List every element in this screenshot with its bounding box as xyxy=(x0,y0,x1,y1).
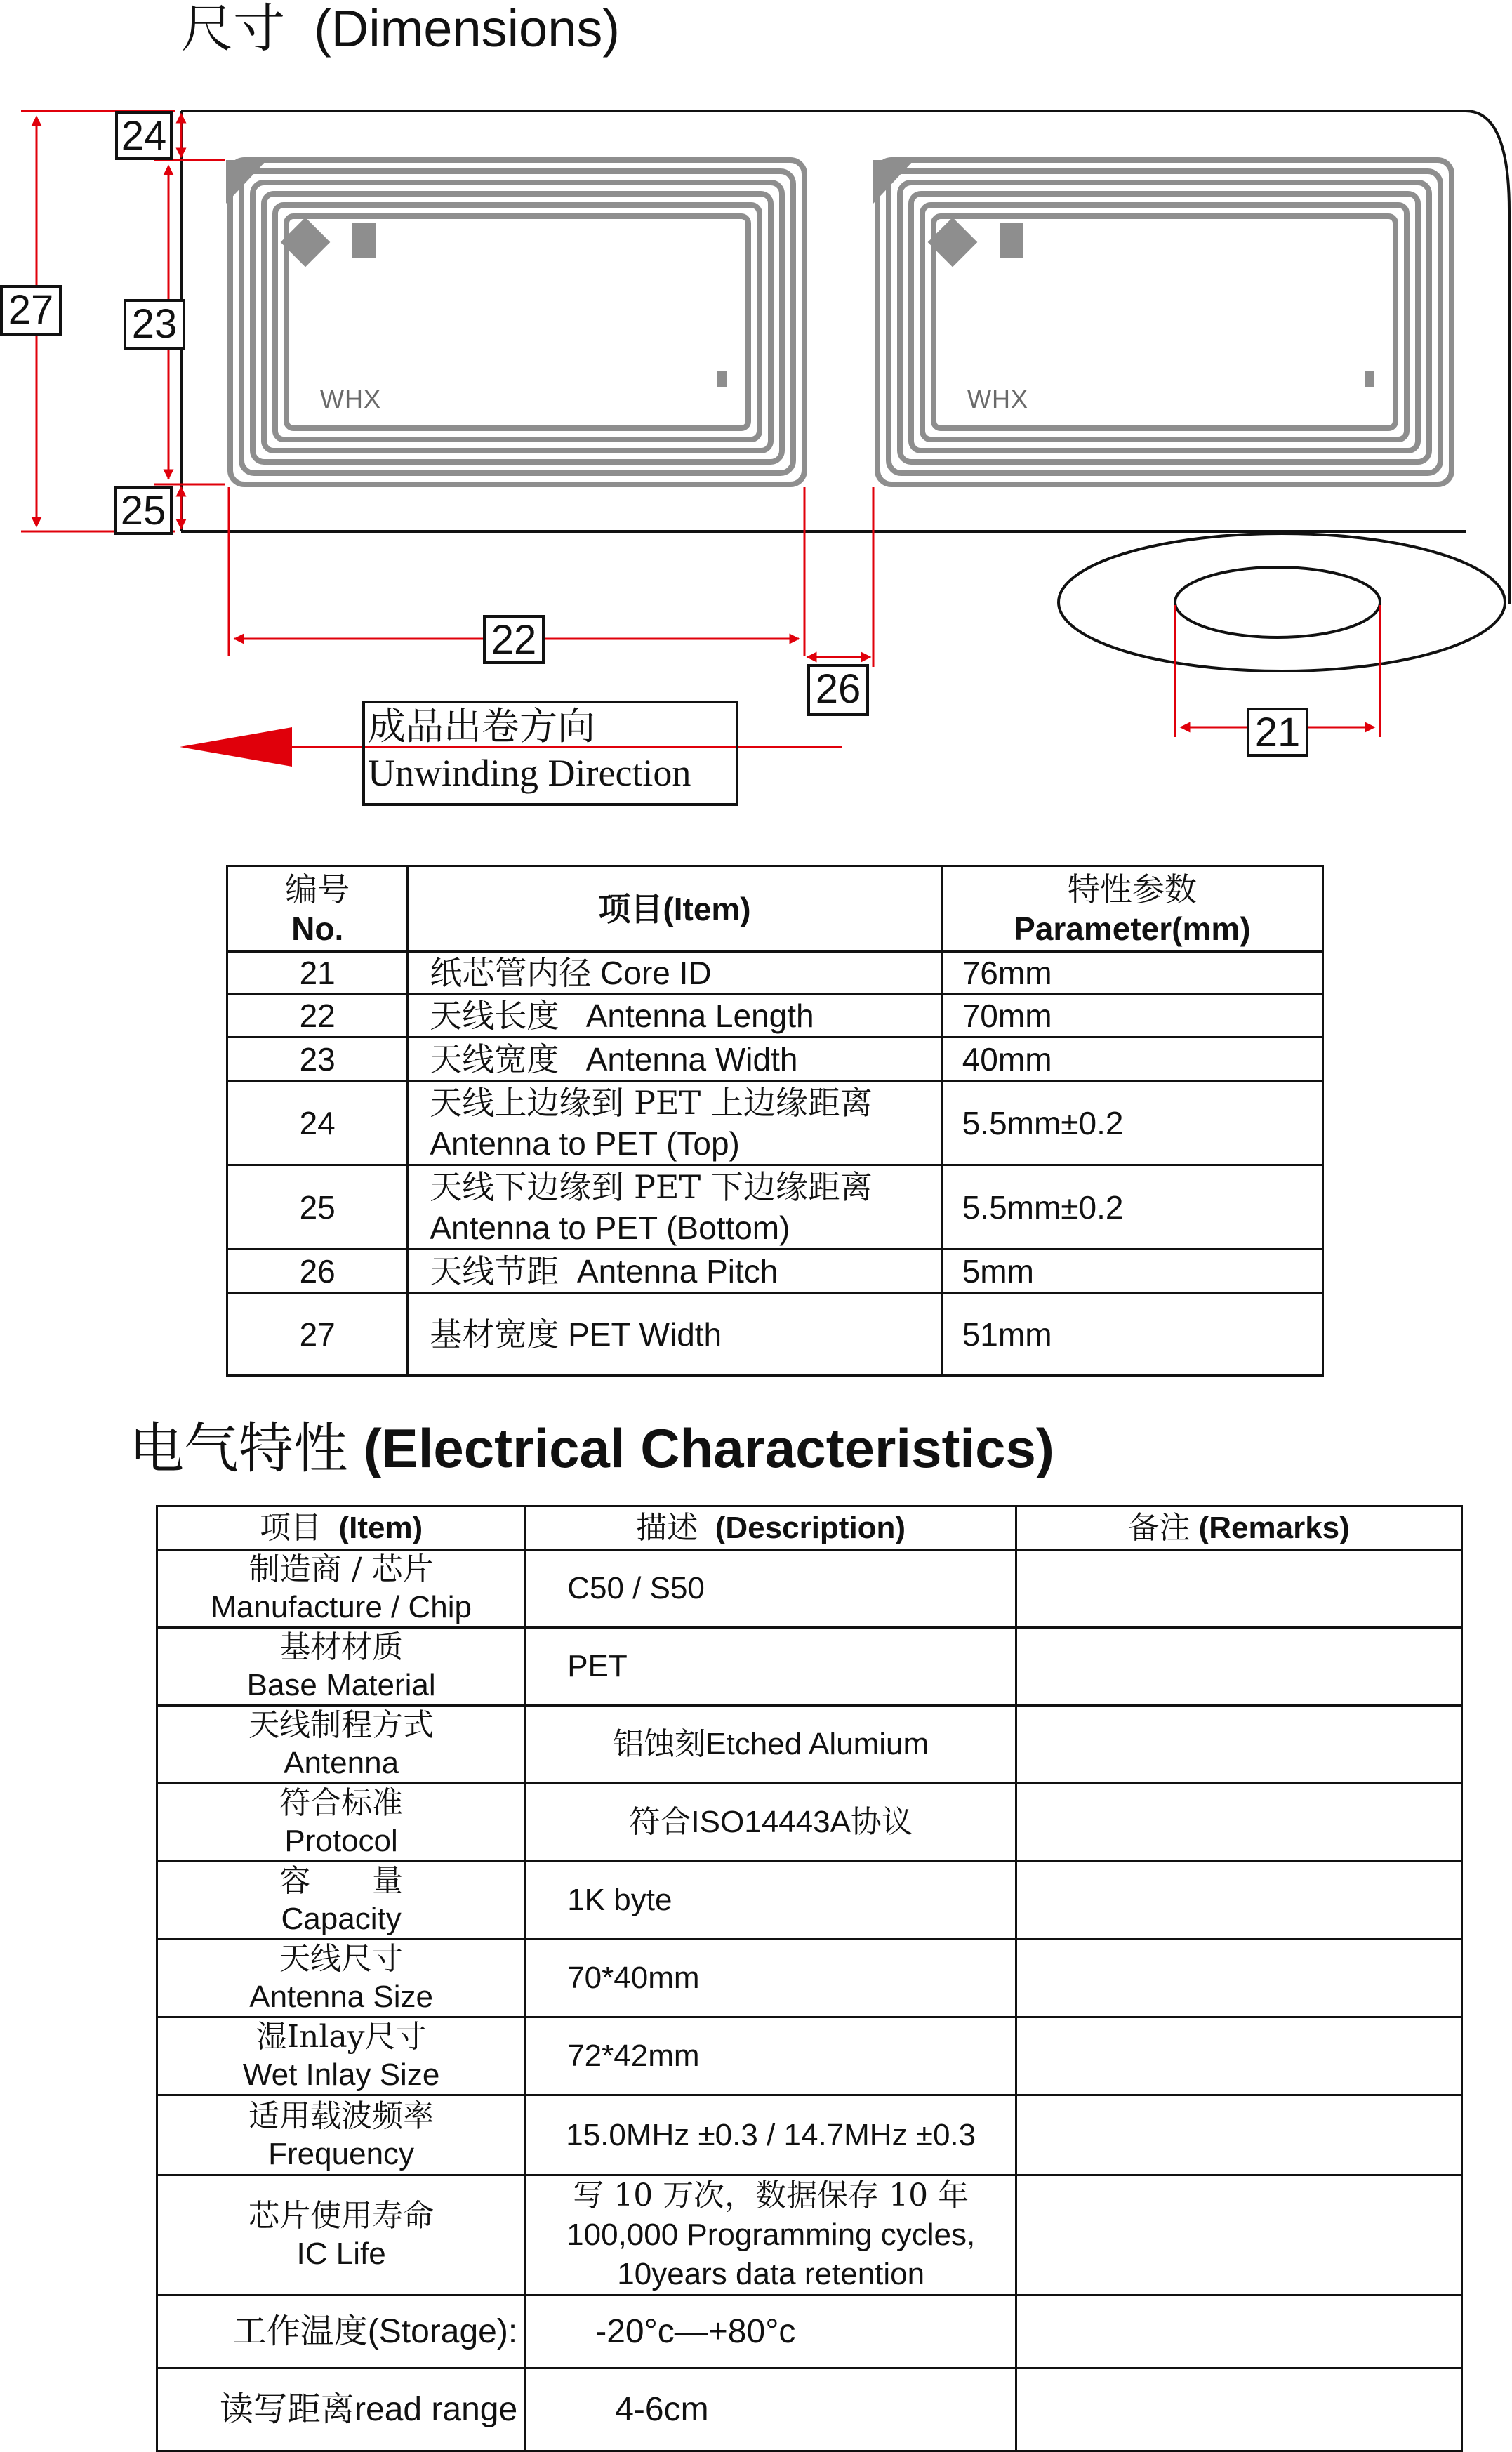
table-row xyxy=(157,1784,1462,1862)
row-no: 22 xyxy=(227,995,408,1038)
table-row xyxy=(157,1940,1462,2017)
col-item-cn: 项目 xyxy=(259,1509,321,1546)
row-remarks xyxy=(1016,1628,1462,1706)
item-cn: 天线长度 xyxy=(430,997,559,1035)
item-en: IC Life xyxy=(296,2236,386,2271)
row-no: 27 xyxy=(227,1293,408,1376)
antenna-inlay-2 xyxy=(877,160,1452,484)
item-en: Antenna Length xyxy=(585,998,814,1034)
item-cn: 天线尺寸 xyxy=(279,1941,404,1977)
row-remarks xyxy=(1016,2175,1462,2295)
item-en: Antenna xyxy=(284,1746,399,1780)
table-row xyxy=(227,1250,1323,1293)
item-en: Antenna to PET (Top) xyxy=(430,1125,740,1162)
item-cn: 天线上边缘到 PET 上边缘距离 xyxy=(430,1083,873,1122)
dim-label-27: 27 xyxy=(0,285,62,336)
col-desc-en: (Description) xyxy=(715,1510,906,1545)
row-item xyxy=(157,1550,526,1628)
row-no: 24 xyxy=(227,1081,408,1165)
row-item xyxy=(408,1293,941,1376)
row-item xyxy=(157,1628,526,1706)
row-item xyxy=(408,1165,941,1250)
item-cn: 容 量 xyxy=(279,1863,404,1899)
item-cn: 制造商 / 芯片 xyxy=(248,1551,434,1587)
table-row xyxy=(157,1550,1462,1628)
electrical-title-cn: 电气特性 xyxy=(129,1417,349,1480)
table-row xyxy=(227,1081,1323,1165)
table-row xyxy=(157,1862,1462,1940)
table-row xyxy=(227,1293,1323,1376)
item-en: Manufacture / Chip xyxy=(211,1590,472,1624)
item-cn: 天线制程方式 xyxy=(248,1707,435,1743)
col-item xyxy=(157,1506,526,1550)
row-item xyxy=(408,952,941,995)
col-desc xyxy=(526,1506,1016,1550)
dim-label-22: 22 xyxy=(483,615,545,664)
item-en: Frequency xyxy=(268,2136,415,2171)
row-remarks xyxy=(1016,1706,1462,1784)
row-item xyxy=(157,2095,526,2175)
row-desc: 15.0MHz ±0.3 / 14.7MHz ±0.3 xyxy=(526,2095,1016,2175)
item-en: Protocol xyxy=(284,1824,398,1858)
item-en: Wet Inlay Size xyxy=(242,2057,440,2092)
electrical-title xyxy=(129,1410,1054,1487)
table-row xyxy=(157,1628,1462,1706)
row-item xyxy=(157,2017,526,2095)
row-item xyxy=(408,1038,941,1081)
row-item xyxy=(408,1250,941,1293)
item-en: Antenna to PET (Bottom) xyxy=(430,1209,790,1246)
item-cn: 天线宽度 xyxy=(430,1040,559,1078)
col-remarks-en: (Remarks) xyxy=(1198,1510,1350,1545)
row-remarks xyxy=(1016,2295,1462,2368)
row-remarks xyxy=(1016,2095,1462,2175)
unwind-label-en: Unwinding Direction xyxy=(368,752,691,794)
row-item xyxy=(408,1081,941,1165)
row-desc: C50 / S50 xyxy=(526,1550,1016,1628)
row-value: 5.5mm±0.2 xyxy=(941,1081,1322,1165)
row-desc: PET xyxy=(526,1628,1016,1706)
dim-label-21: 21 xyxy=(1247,708,1308,757)
row-desc xyxy=(526,2175,1016,2295)
dim-label-25: 25 xyxy=(114,486,173,535)
col-item-en: (Item) xyxy=(338,1510,423,1545)
row-item xyxy=(157,1862,526,1940)
col-param-cn: 特性参数 xyxy=(1067,870,1197,908)
row-remarks xyxy=(1016,1862,1462,1940)
unwinding-direction-box xyxy=(362,701,738,806)
row-desc: 4-6cm xyxy=(526,2368,1016,2451)
row-no: 26 xyxy=(227,1250,408,1293)
col-no-cn: 编号 xyxy=(285,870,350,908)
desc-cn: 写 10 万次，数据保存 10 年 xyxy=(573,2178,969,2213)
item-en: Antenna Pitch xyxy=(576,1252,778,1290)
row-desc: -20°c—+80°c xyxy=(526,2295,1016,2368)
row-desc: 72*42mm xyxy=(526,2017,1016,2095)
row-item: 读写距离read range xyxy=(157,2368,526,2451)
row-no: 21 xyxy=(227,952,408,995)
item-cn: 纸芯管内径 xyxy=(430,954,592,992)
row-desc: 铝蚀刻Etched Alumium xyxy=(526,1706,1016,1784)
row-value: 70mm xyxy=(941,995,1322,1038)
table-row xyxy=(227,1038,1323,1081)
roll xyxy=(1059,534,1505,671)
table-row xyxy=(157,2295,1462,2368)
row-desc: 1K byte xyxy=(526,1862,1016,1940)
col-desc-cn: 描述 xyxy=(636,1509,698,1546)
row-value: 40mm xyxy=(941,1038,1322,1081)
col-no xyxy=(227,866,408,952)
table-row xyxy=(157,2095,1462,2175)
item-cn: 芯片使用寿命 xyxy=(248,2198,435,2234)
dim-label-23: 23 xyxy=(124,299,185,350)
item-cn: 天线节距 xyxy=(430,1252,559,1290)
table-row xyxy=(157,2175,1462,2295)
dimensions-title-en: (Dimensions) xyxy=(314,0,620,58)
desc-line-3: 10years data retention xyxy=(617,2257,925,2291)
row-no: 25 xyxy=(227,1165,408,1250)
item-cn: 湿Inlay尺寸 xyxy=(256,2019,427,2055)
row-item xyxy=(157,1784,526,1862)
row-item xyxy=(157,1706,526,1784)
antenna-inlay-1 xyxy=(230,160,804,484)
col-remarks xyxy=(1016,1506,1462,1550)
ec-header-row xyxy=(157,1506,1462,1550)
item-en: PET Width xyxy=(568,1316,722,1353)
row-remarks xyxy=(1016,1784,1462,1862)
electrical-title-en: (Electrical Characteristics) xyxy=(363,1417,1054,1479)
row-value: 76mm xyxy=(941,952,1322,995)
row-value: 51mm xyxy=(941,1293,1322,1376)
unwind-arrow-icon xyxy=(180,727,292,767)
col-param xyxy=(941,866,1322,952)
col-remarks-cn: 备注 xyxy=(1128,1509,1191,1546)
item-en: Base Material xyxy=(246,1668,436,1702)
col-item: 项目(Item) xyxy=(408,866,941,952)
row-value: 5.5mm±0.2 xyxy=(941,1165,1322,1250)
unwind-label-cn: 成品出卷方向 xyxy=(368,704,595,748)
item-cn: 基材宽度 xyxy=(430,1315,559,1353)
table-row xyxy=(157,2017,1462,2095)
dimensions-title-cn: 尺寸 xyxy=(181,0,285,59)
table-row xyxy=(227,1165,1323,1250)
inlay-label-2: WHX xyxy=(967,385,1028,413)
item-en: Antenna Size xyxy=(249,1980,433,2014)
row-remarks xyxy=(1016,2368,1462,2451)
col-no-en: No. xyxy=(291,910,344,947)
dims-header-row xyxy=(227,866,1323,952)
dimensions-table xyxy=(226,865,1324,1377)
item-cn: 基材材质 xyxy=(279,1629,404,1665)
item-en: Antenna Width xyxy=(585,1040,798,1078)
row-desc: 70*40mm xyxy=(526,1940,1016,2017)
row-remarks xyxy=(1016,1550,1462,1628)
table-row xyxy=(157,1706,1462,1784)
row-item: 工作温度(Storage): xyxy=(157,2295,526,2368)
row-item xyxy=(157,2175,526,2295)
item-cn: 符合标准 xyxy=(279,1785,404,1821)
row-value: 5mm xyxy=(941,1250,1322,1293)
row-item xyxy=(157,1940,526,2017)
row-no: 23 xyxy=(227,1038,408,1081)
inlay-label-1: WHX xyxy=(320,385,381,413)
dim-label-24: 24 xyxy=(115,111,173,160)
item-cn: 适用载波频率 xyxy=(248,2098,435,2134)
item-en: Core ID xyxy=(600,955,712,991)
col-param-en: Parameter(mm) xyxy=(1014,910,1251,947)
item-en: Capacity xyxy=(281,1902,402,1936)
table-row xyxy=(157,2368,1462,2451)
item-cn: 天线下边缘到 PET 下边缘距离 xyxy=(430,1167,873,1206)
table-row xyxy=(227,952,1323,995)
row-remarks xyxy=(1016,1940,1462,2017)
dim-label-26: 26 xyxy=(807,664,869,716)
row-item xyxy=(408,995,941,1038)
row-desc: 符合ISO14443A协议 xyxy=(526,1784,1016,1862)
electrical-table xyxy=(156,1505,1463,2452)
table-row xyxy=(227,995,1323,1038)
desc-line-2: 100,000 Programming cycles, xyxy=(566,2218,976,2252)
row-remarks xyxy=(1016,2017,1462,2095)
